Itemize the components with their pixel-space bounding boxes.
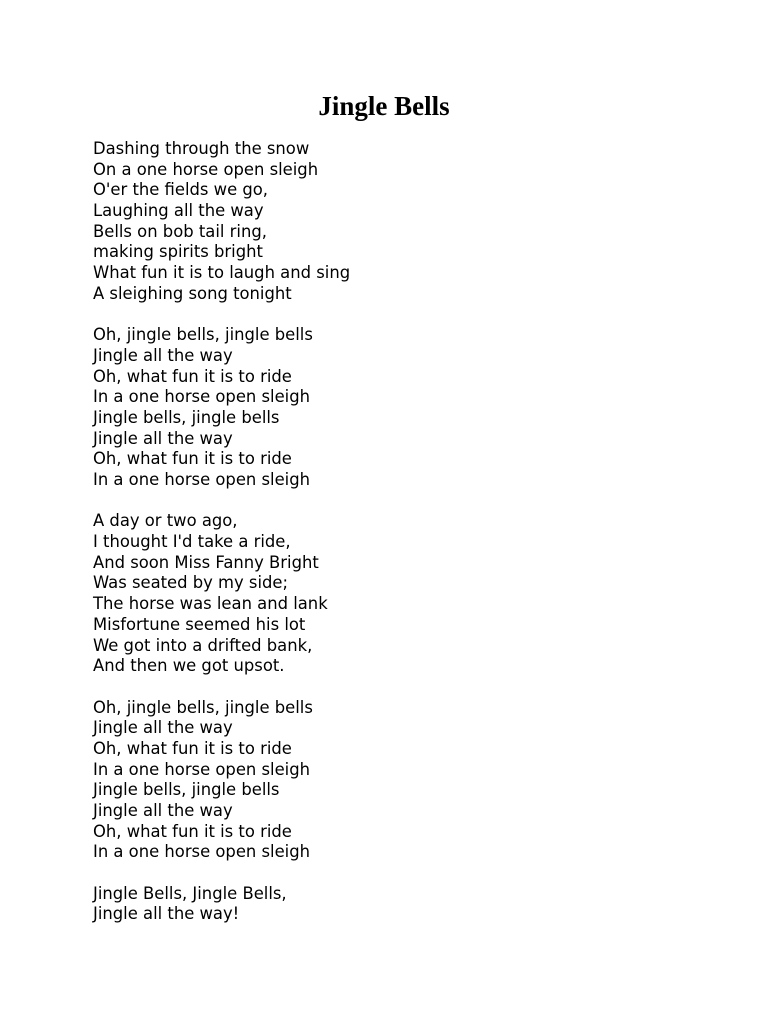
lyric-line: Oh, jingle bells, jingle bells: [93, 325, 313, 345]
lyric-line: On a one horse open sleigh: [93, 159, 319, 179]
lyric-line: Jingle all the way: [93, 718, 233, 738]
lyric-line: Oh, what fun it is to ride: [93, 366, 292, 386]
lyric-line: The horse was lean and lank: [93, 594, 328, 614]
lyric-line: Jingle all the way: [93, 428, 233, 448]
lyric-line: Jingle bells, jingle bells: [93, 407, 280, 427]
lyric-line: In a one horse open sleigh: [93, 387, 311, 407]
stanza: [93, 325, 713, 491]
lyric-line: A sleighing song tonight: [93, 283, 292, 303]
lyric-line: And then we got upsot.: [93, 656, 285, 676]
lyric-line: In a one horse open sleigh: [93, 759, 311, 779]
lyric-line: A day or two ago,: [93, 511, 238, 531]
lyric-line: What fun it is to laugh and sing: [93, 263, 351, 283]
page-title: Jingle Bells: [318, 91, 450, 121]
lyric-line: Jingle Bells, Jingle Bells,: [93, 883, 287, 903]
lyric-line: In a one horse open sleigh: [93, 470, 311, 489]
lyric-line: Dashing through the snow: [93, 139, 310, 158]
lyric-line: O'er the fields we go,: [93, 180, 269, 200]
lyrics-body: [93, 139, 713, 925]
lyric-line: Was seated by my side;: [93, 573, 289, 593]
lyric-line: In a one horse open sleigh: [93, 842, 311, 862]
lyric-line: making spirits bright: [93, 242, 263, 262]
stanza: [93, 698, 713, 864]
lyric-line: Jingle bells, jingle bells: [93, 780, 280, 800]
lyric-line: Jingle all the way!: [93, 904, 240, 924]
lyric-line: Oh, jingle bells, jingle bells: [93, 697, 313, 717]
stanza: [93, 884, 713, 925]
lyric-line: Oh, what fun it is to ride: [93, 738, 292, 758]
lyric-line: Bells on bob tail ring,: [93, 221, 267, 241]
stanza: [93, 511, 713, 677]
lyric-line: Laughing all the way: [93, 201, 264, 221]
lyric-line: Oh, what fun it is to ride: [93, 821, 292, 841]
lyric-line: And soon Miss Fanny Bright: [93, 552, 319, 572]
lyric-line: Jingle all the way: [93, 345, 233, 365]
lyric-line: Jingle all the way: [93, 801, 233, 820]
lyric-line: We got into a drifted bank,: [93, 635, 313, 655]
lyric-line: I thought I'd take a ride,: [93, 532, 291, 552]
lyric-line: Misfortune seemed his lot: [93, 614, 306, 634]
stanza: [93, 139, 713, 305]
lyric-line: Oh, what fun it is to ride: [93, 449, 292, 469]
